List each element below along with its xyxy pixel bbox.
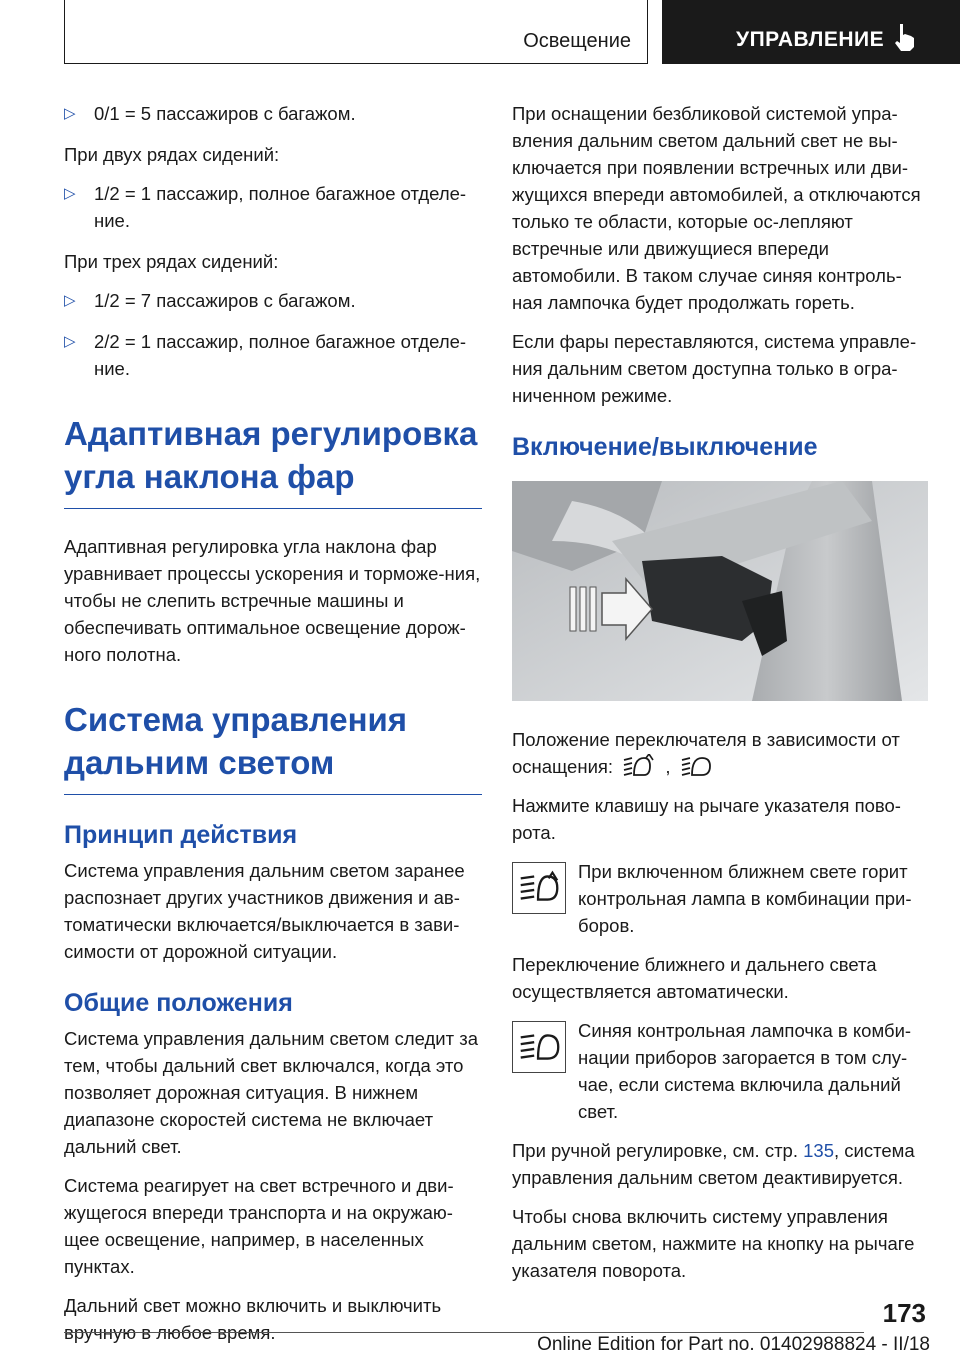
paragraph: Нажмите клавишу на рычаге указателя пово-рота. — [512, 795, 901, 843]
page-number: 173 — [882, 1298, 926, 1328]
paragraph: Система управления дальним светом заранее распознает других участников движения и ав-томатически включается/выключается в зави-симости от дорожной ситуации. — [64, 860, 465, 962]
list-item: ▷ 1/2 = 1 пассажир, полное багажное отделе-ние. — [64, 180, 482, 234]
paragraph: Система реагирует на свет встречного и дви-жущегося впереди транспорта и на окружаю-щее освещение, например, в населенных пунктах. — [64, 1175, 454, 1277]
triangle-bullet-icon: ▷ — [64, 105, 76, 122]
list-item: ▷ 0/1 = 5 пассажиров с багажом. — [64, 100, 482, 127]
paragraph: Если фары переставляются, система управле-ния дальним светом доступна только в огра-ниченном режиме. — [512, 331, 917, 406]
triangle-bullet-icon: ▷ — [64, 292, 76, 309]
footer-divider — [64, 1332, 864, 1333]
subsection-heading: Общие положения — [64, 989, 293, 1017]
paragraph: При двух рядах сидений: — [64, 144, 280, 165]
high-beam-assistant-icon — [622, 754, 656, 778]
subsection-heading: Принцип действия — [64, 821, 298, 849]
page-reference-link[interactable]: 135 — [803, 1140, 834, 1161]
chapter-title: УПРАВЛЕНИЕ — [736, 28, 885, 51]
right-column — [512, 100, 932, 1296]
triangle-bullet-icon: ▷ — [64, 185, 76, 202]
triangle-bullet-icon: ▷ — [64, 333, 76, 350]
high-beam-assistant-indicator-icon — [512, 862, 566, 914]
header-chapter-box — [662, 0, 960, 64]
footer-edition: Online Edition for Part no. 01402988824 - II/18 — [537, 1334, 930, 1355]
section-heading: Адаптивная регулировка угла наклона фар — [64, 412, 482, 509]
section-heading: Система управления дальним светом — [64, 698, 482, 795]
paragraph: Чтобы снова включить систему управления дальним светом, нажмите на кнопку на рычаге указателя поворота. — [512, 1206, 915, 1281]
paragraph: Система управления дальним светом следит за тем, чтобы дальний свет включался, когда это позволяет дорожная ситуация. В нижнем диапазоне скоростей система не включает дальний свет. — [64, 1028, 479, 1157]
paragraph: При оснащении безбликовой системой упра-вления дальним светом дальний свет не вы-ключается при появлении встречных или дви-жущихся впереди автомобилей, а отключаются только те области, которые ос-лепляют встречные или движущиеся впереди автомобили. В таком случае синяя контроль-ная лампочка будет продолжать гореть. — [512, 103, 921, 313]
paragraph: Адаптивная регулировка угла наклона фар уравнивает процессы ускорения и торможе-ния, чтобы не слепить встречные машины и обеспечивать оптимальное освещение дорож-ного полотна. — [64, 536, 481, 665]
header-section-box — [64, 0, 648, 64]
paragraph: При трех рядах сидений: — [64, 251, 279, 272]
high-beam-icon — [680, 754, 714, 778]
section-title: Освещение — [523, 30, 631, 52]
list-item: ▷ 2/2 = 1 пассажир, полное багажное отделе-ние. — [64, 328, 482, 382]
paragraph: Положение переключателя в зависимости от оснащения: , — [512, 729, 900, 777]
hand-pointer-icon — [892, 22, 918, 52]
left-column — [64, 100, 482, 1358]
high-beam-indicator-icon — [512, 1021, 566, 1073]
indicator-note: Синяя контрольная лампочка в комби-нации приборов загорается в том слу-чае, если система включила дальний свет. — [512, 1017, 932, 1125]
paragraph: Переключение ближнего и дальнего света осуществляется автоматически. — [512, 954, 877, 1002]
indicator-note: При включенном ближнем свете горит контрольная лампа в комбинации при-боров. — [512, 858, 932, 939]
paragraph: При ручной регулировке, см. стр. 135, система управления дальним светом деактивируется. — [512, 1140, 915, 1188]
subsection-heading: Включение/выключение — [512, 433, 818, 461]
list-item: ▷ 1/2 = 7 пассажиров с багажом. — [64, 287, 482, 314]
turn-signal-lever-button-photo — [512, 481, 928, 701]
paragraph: Дальний свет можно включить и выключить вручную в любое время. — [64, 1295, 442, 1343]
